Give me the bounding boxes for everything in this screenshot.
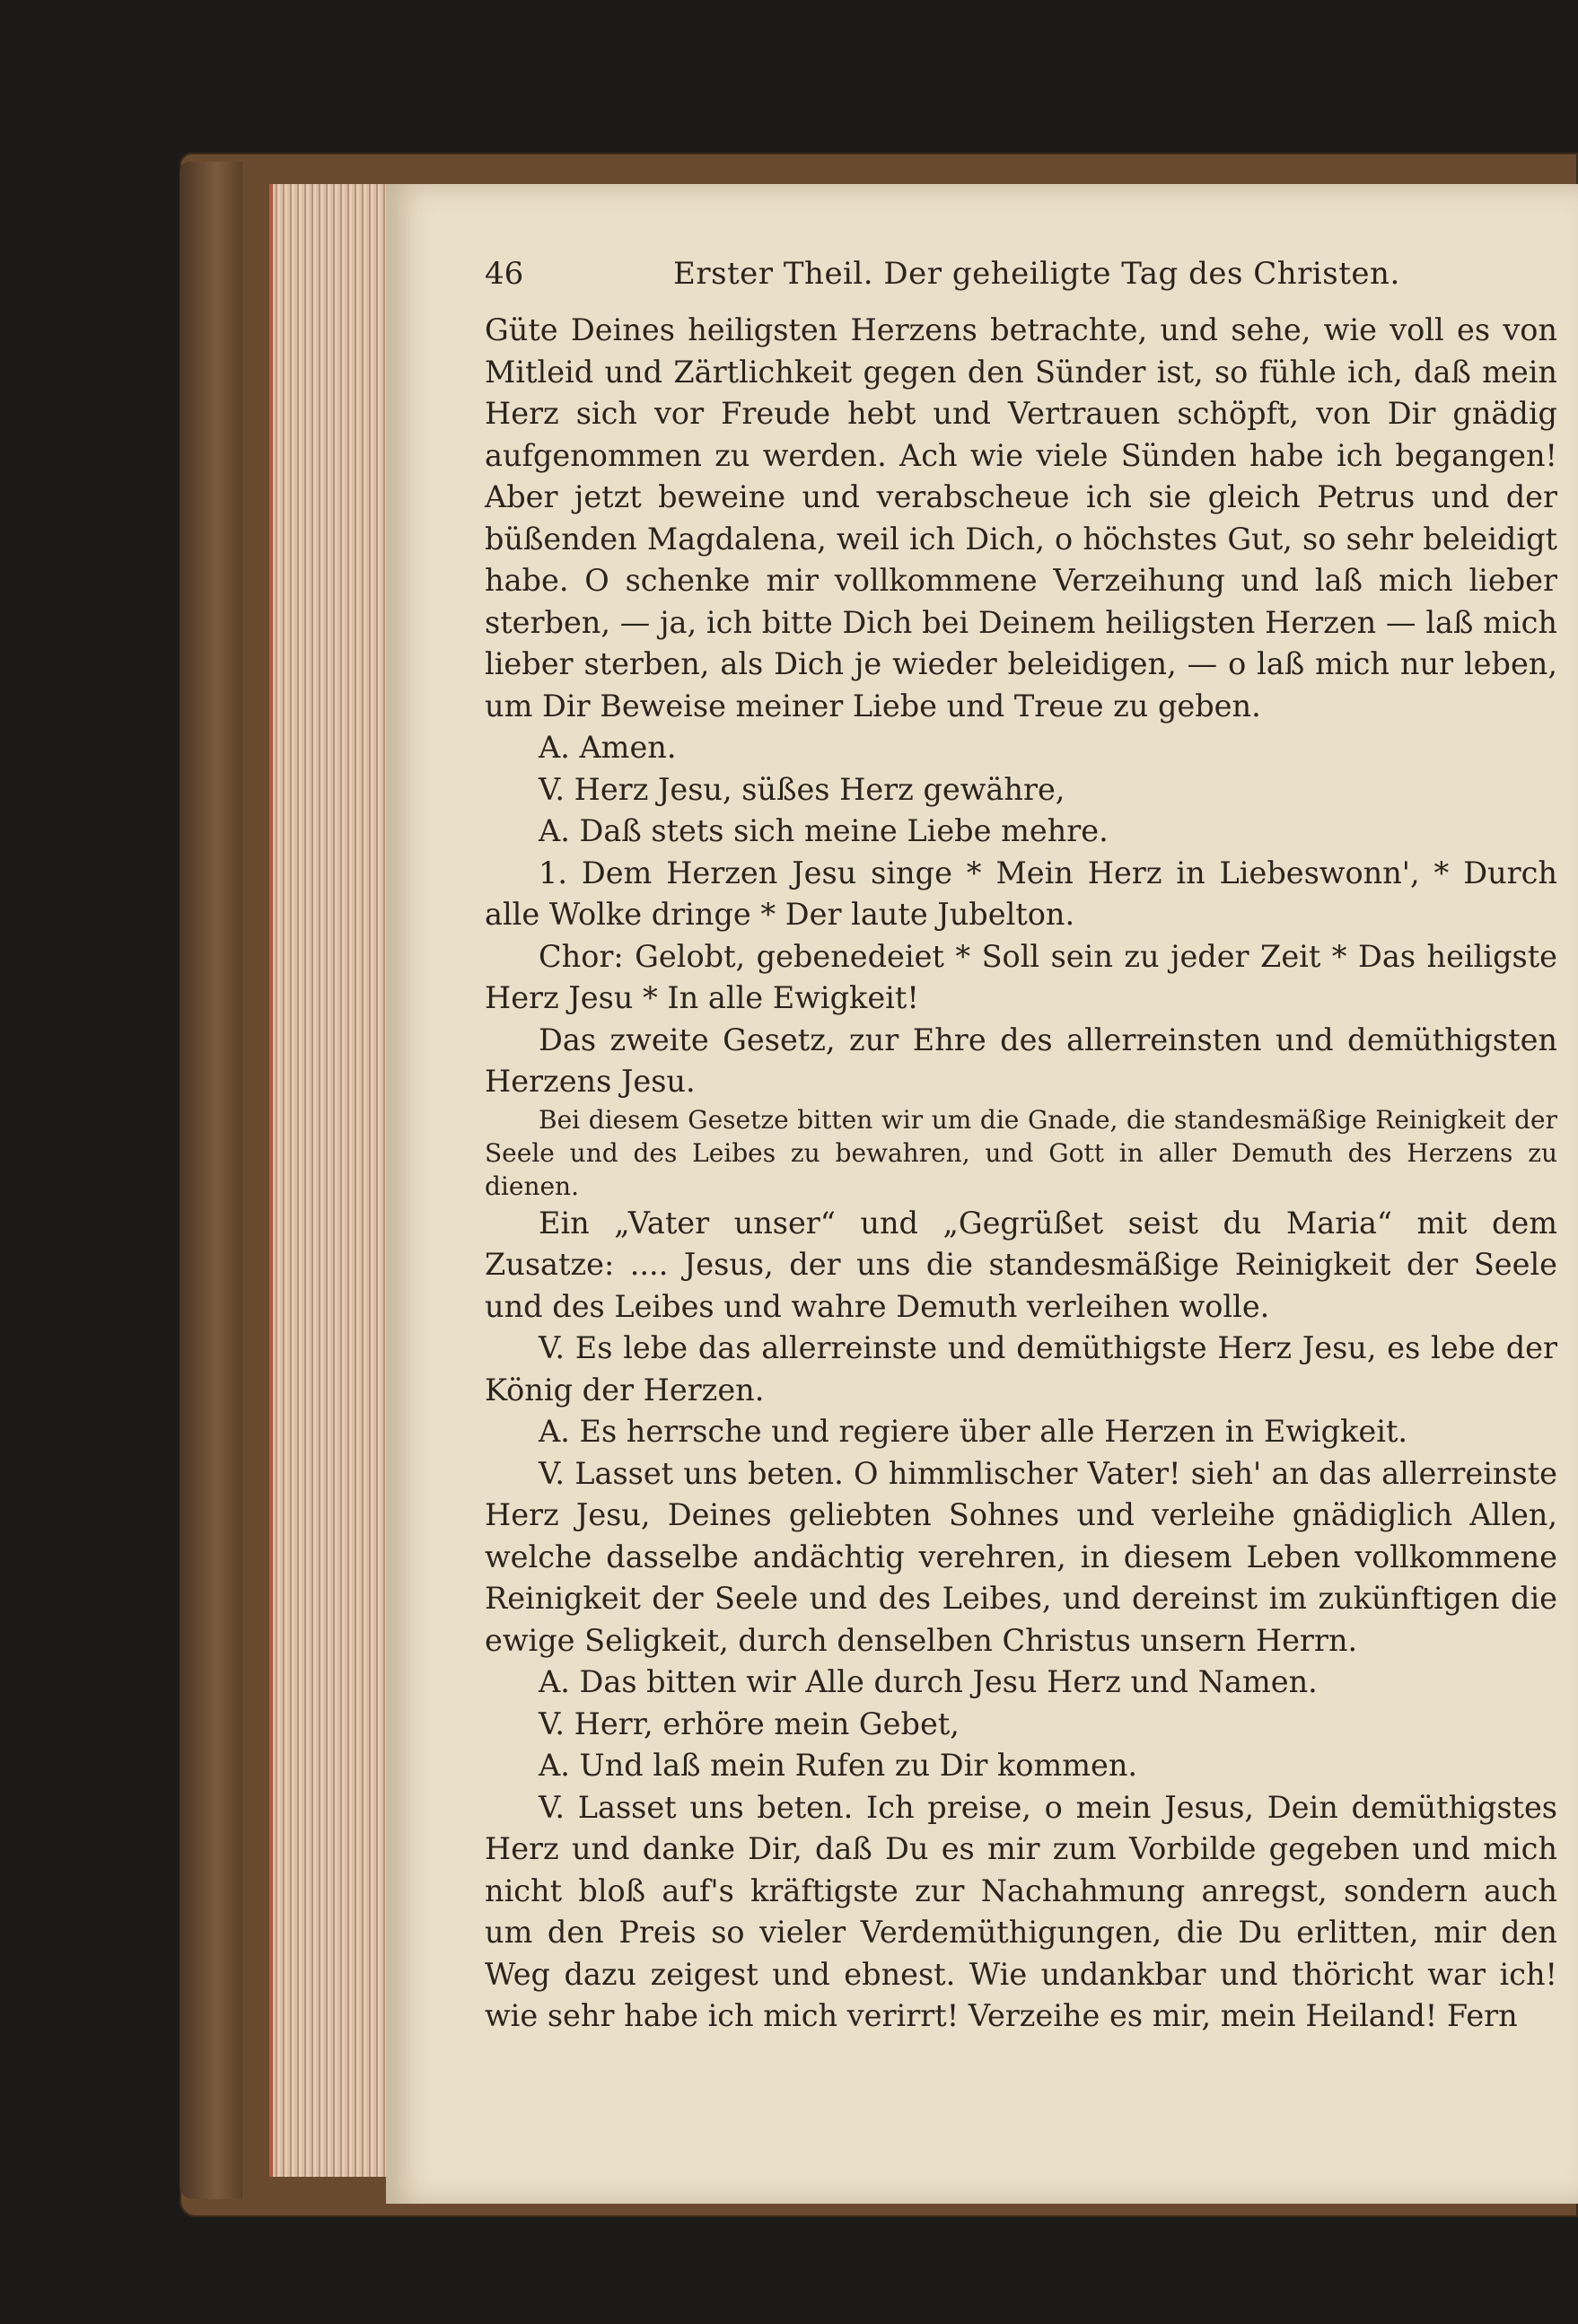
hymn-verse: 1. Dem Herzen Jesu singe * Mein Herz in Liebeswonn', * Durch alle Wolke dringe * Der laute Jubelton. bbox=[485, 855, 1557, 932]
response-line: A. Und laß mein Rufen zu Dir kommen. bbox=[539, 1748, 1138, 1783]
versicle-line: V. Es lebe das allerreinste und demüthigste Herz Jesu, es lebe der König der Herzen. bbox=[485, 1330, 1557, 1408]
book-page bbox=[386, 184, 1578, 2204]
paragraph: Güte Deines heiligsten Herzens betrachte, und sehe, wie voll es von Mitleid und Zärtlichkeit gegen den Sünder ist, so fühle ich, daß mein Herz sich vor Freude hebt und Vertrauen schöpft, von Dir gnädig aufgenommen zu werden. Ach wie viele Sünden habe ich begangen! Aber jetzt beweine und verabscheue ich sie gleich Petrus und der büßenden Magdalena, weil ich Dich, o höchstes Gut, so sehr beleidigt habe. O schenke mir vollkommene Verzeihung und laß mich lieber sterben, — ja, ich bitte Dich bei Deinem heiligsten Herzen — laß mich lieber sterben, als Dich je wieder beleidigen, — o laß mich nur leben, um Dir Beweise meiner Liebe und Treue zu geben. bbox=[485, 312, 1557, 724]
response-line: A. Es herrsche und regiere über alle Herzen in Ewigkeit. bbox=[539, 1414, 1408, 1449]
response-line: A. Daß stets sich meine Liebe mehre. bbox=[539, 813, 1109, 848]
paragraph: Ein „Vater unser“ und „Gegrüßet seist du Maria“ mit dem Zusatze: .... Jesus, der uns die standesmäßige Reinigkeit der Seele und des Leibes und wahre Demuth verleihen wolle. bbox=[485, 1205, 1557, 1324]
prayer: V. Lasset uns beten. Ich preise, o mein Jesus, Dein demüthigstes Herz und danke Dir, daß Du es mir zum Vorbilde gegeben und mich nicht bloß auf's kräftigste zur Nachahmung anregst, sondern auch um den Preis so vieler Verdemüthigungen, die Du erlitten, mir den Weg dazu zeigest und ebnest. Wie undankbar und thöricht war ich! wie sehr habe ich mich verirrt! Verzeihe es mir, mein Heiland! Fern bbox=[485, 1789, 1557, 2033]
page-edges bbox=[269, 184, 399, 2177]
section-heading: Das zweite Gesetz, zur Ehre des allerreinsten und demüthigsten Herzens Jesu. bbox=[485, 1022, 1557, 1099]
response-line: A. Amen. bbox=[539, 730, 677, 765]
page-body bbox=[485, 310, 1557, 2038]
versicle-line: V. Herz Jesu, süßes Herz gewähre, bbox=[539, 771, 1065, 807]
running-header bbox=[485, 256, 1553, 301]
prayer: V. Lasset uns beten. O himmlischer Vater! sieh' an das allerreinste Herz Jesu, Deines geliebten Sohnes und verleihe gnädiglich Allen, welche dasselbe andächtig verehren, in diesem Leben vollkommene Reinigkeit der Seele und des Leibes, und dereinst im zukünftigen die ewige Seligkeit, durch denselben Christus unsern Herrn. bbox=[485, 1455, 1557, 1658]
book-spine-edge bbox=[180, 162, 242, 2199]
running-title: Erster Theil. Der geheiligte Tag des Christen. bbox=[673, 256, 1400, 292]
versicle-line: V. Herr, erhöre mein Gebet, bbox=[539, 1706, 960, 1741]
response-line: A. Das bitten wir Alle durch Jesu Herz und Namen. bbox=[539, 1664, 1318, 1699]
page-number: 46 bbox=[485, 256, 524, 292]
chorus: Chor: Gelobt, gebenedeiet * Soll sein zu jeder Zeit * Das heiligste Herz Jesu * In alle Ewigkeit! bbox=[485, 938, 1557, 1015]
instruction-note: Bei diesem Gesetze bitten wir um die Gnade, die standesmäßige Reinigkeit der Seele und des Leibes zu bewahren, und Gott in aller Demuth des Herzens zu dienen. bbox=[485, 1104, 1557, 1201]
